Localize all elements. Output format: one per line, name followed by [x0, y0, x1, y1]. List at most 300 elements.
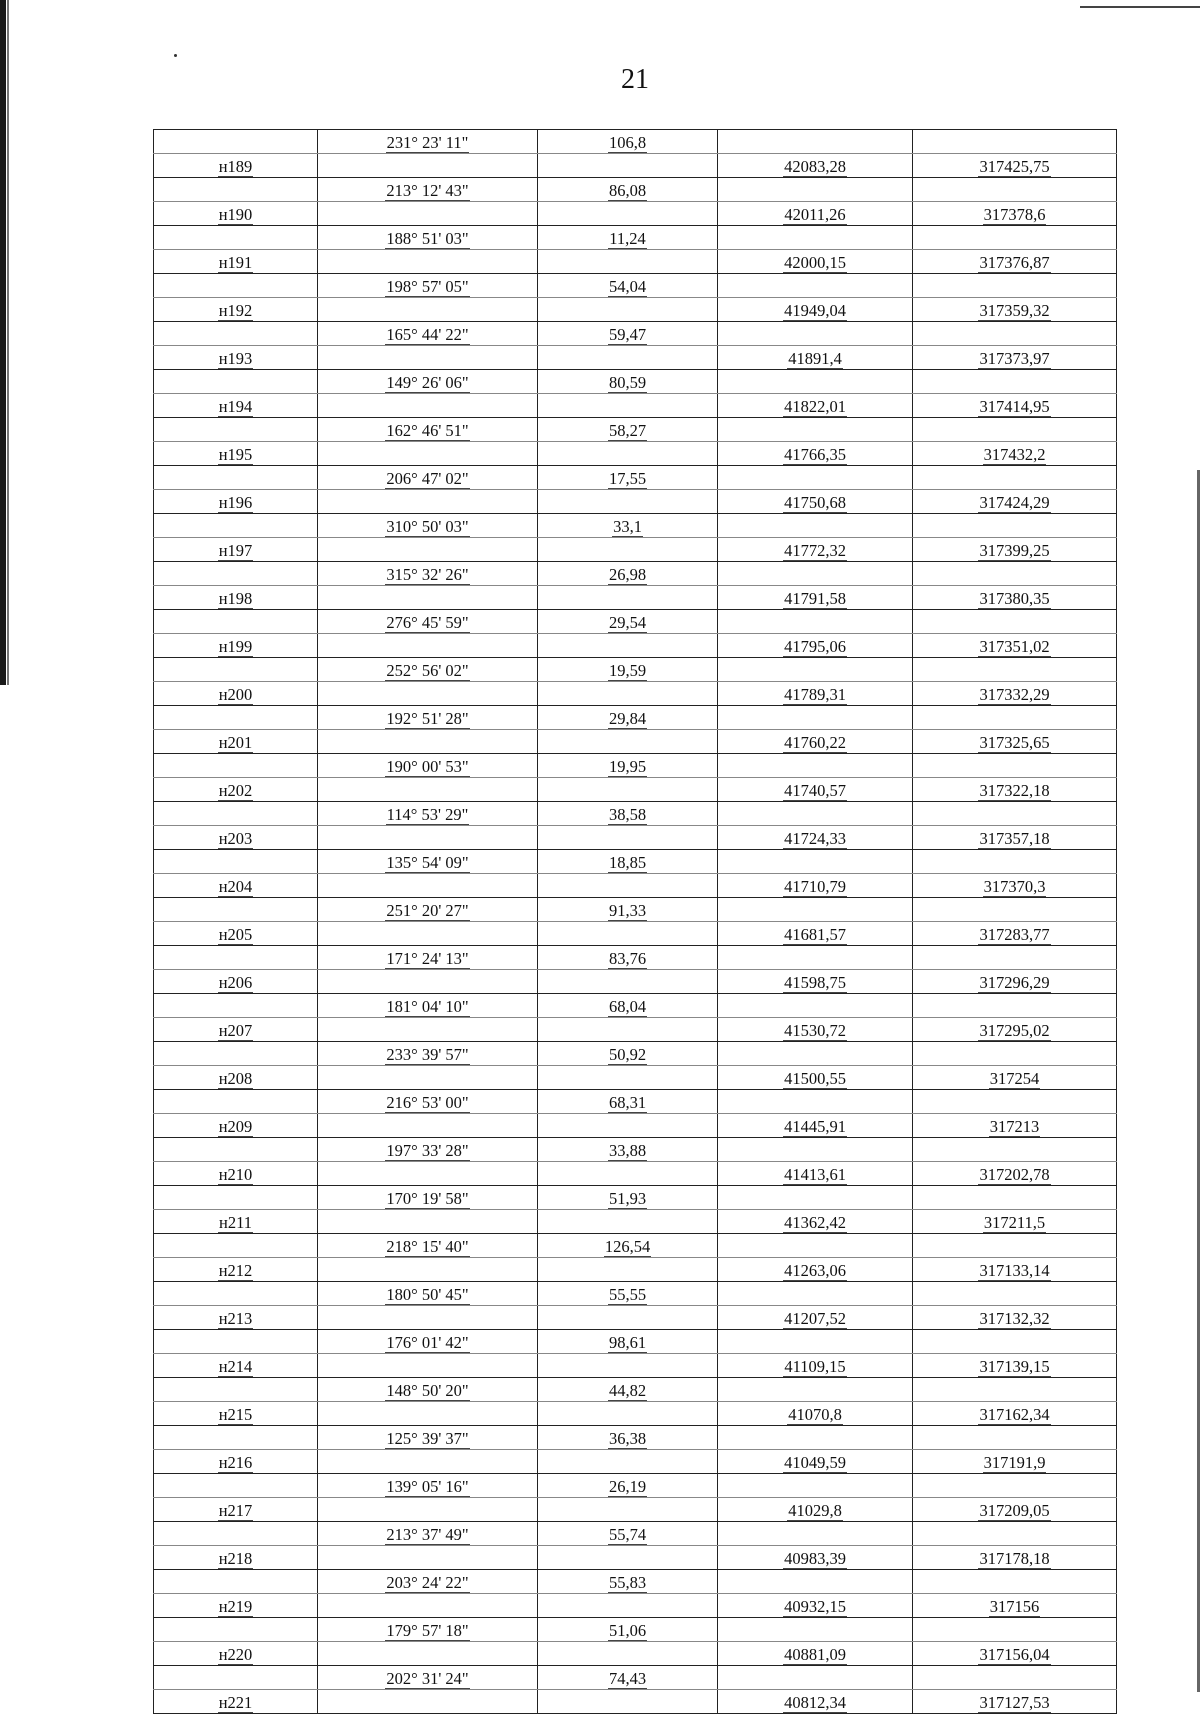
point-value: н195	[218, 445, 253, 464]
point-cell	[154, 946, 318, 970]
point-cell	[154, 130, 318, 154]
distance-cell	[538, 1162, 718, 1186]
distance-cell	[538, 154, 718, 178]
y-coordinate-value: 317399,25	[979, 541, 1050, 560]
distance-value: 33,88	[608, 1141, 647, 1160]
point-cell	[154, 250, 318, 274]
point-row	[154, 346, 1117, 370]
direction-angle-cell	[318, 778, 538, 802]
direction-angle-cell	[318, 1354, 538, 1378]
distance-value: 98,61	[608, 1333, 647, 1352]
y-coordinate-cell	[913, 1258, 1117, 1282]
point-cell	[154, 394, 318, 418]
y-coordinate-cell	[913, 1114, 1117, 1138]
point-value: н199	[218, 637, 253, 656]
x-coordinate-value: 41049,59	[784, 1453, 846, 1472]
direction-angle-cell	[318, 1186, 538, 1210]
x-coordinate-value: 40983,39	[784, 1549, 846, 1568]
distance-value: 19,59	[608, 661, 647, 680]
direction-angle-cell	[318, 1546, 538, 1570]
y-coordinate-value: 317424,29	[979, 493, 1050, 512]
y-coordinate-cell	[913, 682, 1117, 706]
point-cell	[154, 730, 318, 754]
y-coordinate-cell	[913, 874, 1117, 898]
direction-angle-value: 310° 50' 03"	[386, 517, 469, 536]
y-coordinate-value: 317295,02	[979, 1021, 1050, 1040]
point-cell	[154, 1114, 318, 1138]
distance-value: 38,58	[608, 805, 647, 824]
point-cell	[154, 178, 318, 202]
x-coordinate-value: 41766,35	[784, 445, 846, 464]
distance-cell	[538, 1594, 718, 1618]
direction-angle-cell	[318, 154, 538, 178]
distance-value: 55,55	[608, 1285, 647, 1304]
point-cell	[154, 1018, 318, 1042]
distance-cell	[538, 370, 718, 394]
point-cell	[154, 226, 318, 250]
y-coordinate-cell	[913, 202, 1117, 226]
x-coordinate-cell	[718, 1018, 913, 1042]
x-coordinate-cell	[718, 226, 913, 250]
point-value: н206	[218, 973, 253, 992]
x-coordinate-cell	[718, 1258, 913, 1282]
y-coordinate-value: 317211,5	[983, 1213, 1046, 1232]
point-value: н208	[218, 1069, 253, 1088]
y-coordinate-cell	[913, 562, 1117, 586]
x-coordinate-cell	[718, 658, 913, 682]
y-coordinate-cell	[913, 706, 1117, 730]
distance-cell	[538, 826, 718, 850]
x-coordinate-cell	[718, 778, 913, 802]
direction-angle-cell	[318, 1402, 538, 1426]
scan-edge-top	[1080, 6, 1200, 8]
x-coordinate-cell	[718, 442, 913, 466]
point-cell	[154, 1378, 318, 1402]
y-coordinate-cell	[913, 1138, 1117, 1162]
y-coordinate-cell	[913, 1546, 1117, 1570]
x-coordinate-value: 41362,42	[784, 1213, 846, 1232]
distance-cell	[538, 730, 718, 754]
point-row	[154, 1018, 1117, 1042]
point-value: н201	[218, 733, 253, 752]
point-value: н212	[218, 1261, 253, 1280]
x-coordinate-cell	[718, 1426, 913, 1450]
x-coordinate-cell	[718, 1330, 913, 1354]
distance-cell	[538, 658, 718, 682]
point-cell	[154, 1426, 318, 1450]
x-coordinate-cell	[718, 1474, 913, 1498]
direction-angle-cell	[318, 922, 538, 946]
direction-angle-value: 202° 31' 24"	[386, 1669, 469, 1688]
y-coordinate-cell	[913, 154, 1117, 178]
x-coordinate-cell	[718, 490, 913, 514]
y-coordinate-cell	[913, 1210, 1117, 1234]
direction-angle-cell	[318, 634, 538, 658]
direction-angle-cell	[318, 1330, 538, 1354]
distance-cell	[538, 1210, 718, 1234]
distance-value: 91,33	[608, 901, 647, 920]
y-coordinate-cell	[913, 370, 1117, 394]
distance-cell	[538, 1306, 718, 1330]
x-coordinate-cell	[718, 754, 913, 778]
distance-value: 54,04	[608, 277, 647, 296]
y-coordinate-value: 317425,75	[979, 157, 1050, 176]
x-coordinate-cell	[718, 1354, 913, 1378]
y-coordinate-cell	[913, 1450, 1117, 1474]
y-coordinate-cell	[913, 346, 1117, 370]
direction-angle-value: 180° 50' 45"	[386, 1285, 469, 1304]
x-coordinate-value: 41263,06	[784, 1261, 846, 1280]
segment-row	[154, 370, 1117, 394]
direction-angle-value: 218° 15' 40"	[386, 1237, 469, 1256]
x-coordinate-value: 41070,8	[788, 1405, 842, 1424]
x-coordinate-cell	[718, 1618, 913, 1642]
distance-cell	[538, 706, 718, 730]
x-coordinate-cell	[718, 706, 913, 730]
y-coordinate-cell	[913, 1618, 1117, 1642]
y-coordinate-value: 317322,18	[979, 781, 1050, 800]
point-cell	[154, 586, 318, 610]
y-coordinate-value: 317296,29	[979, 973, 1050, 992]
point-row	[154, 682, 1117, 706]
x-coordinate-cell	[718, 946, 913, 970]
y-coordinate-cell	[913, 754, 1117, 778]
x-coordinate-cell	[718, 346, 913, 370]
direction-angle-cell	[318, 1690, 538, 1714]
x-coordinate-cell	[718, 1570, 913, 1594]
direction-angle-value: 190° 00' 53"	[386, 757, 469, 776]
y-coordinate-cell	[913, 1378, 1117, 1402]
point-row	[154, 874, 1117, 898]
distance-value: 74,43	[608, 1669, 647, 1688]
segment-row	[154, 1666, 1117, 1690]
point-value: н203	[218, 829, 253, 848]
point-cell	[154, 538, 318, 562]
y-coordinate-cell	[913, 1474, 1117, 1498]
distance-value: 55,83	[608, 1573, 647, 1592]
distance-cell	[538, 130, 718, 154]
distance-value: 126,54	[604, 1237, 651, 1256]
distance-value: 18,85	[608, 853, 647, 872]
point-cell	[154, 1330, 318, 1354]
distance-cell	[538, 1546, 718, 1570]
y-coordinate-cell	[913, 514, 1117, 538]
direction-angle-value: 188° 51' 03"	[386, 229, 469, 248]
x-coordinate-value: 41891,4	[788, 349, 842, 368]
segment-row	[154, 1282, 1117, 1306]
point-row	[154, 1258, 1117, 1282]
distance-cell	[538, 850, 718, 874]
point-cell	[154, 1402, 318, 1426]
direction-angle-cell	[318, 1306, 538, 1330]
y-coordinate-value: 317370,3	[983, 877, 1046, 896]
x-coordinate-cell	[718, 874, 913, 898]
point-value: н194	[218, 397, 253, 416]
point-cell	[154, 1306, 318, 1330]
x-coordinate-cell	[718, 1282, 913, 1306]
direction-angle-cell	[318, 514, 538, 538]
y-coordinate-cell	[913, 274, 1117, 298]
direction-angle-cell	[318, 1282, 538, 1306]
distance-cell	[538, 1426, 718, 1450]
direction-angle-cell	[318, 466, 538, 490]
y-coordinate-cell	[913, 418, 1117, 442]
x-coordinate-value: 40881,09	[784, 1645, 846, 1664]
distance-cell	[538, 1282, 718, 1306]
direction-angle-cell	[318, 586, 538, 610]
direction-angle-cell	[318, 226, 538, 250]
y-coordinate-cell	[913, 658, 1117, 682]
distance-cell	[538, 442, 718, 466]
segment-row	[154, 1186, 1117, 1210]
direction-angle-cell	[318, 1450, 538, 1474]
direction-angle-cell	[318, 490, 538, 514]
x-coordinate-value: 40932,15	[784, 1597, 846, 1616]
direction-angle-value: 252° 56' 02"	[386, 661, 469, 680]
x-coordinate-cell	[718, 898, 913, 922]
point-cell	[154, 1546, 318, 1570]
point-row	[154, 250, 1117, 274]
segment-row	[154, 418, 1117, 442]
x-coordinate-value: 41207,52	[784, 1309, 846, 1328]
distance-cell	[538, 1690, 718, 1714]
direction-angle-cell	[318, 1426, 538, 1450]
point-row	[154, 1690, 1117, 1714]
point-cell	[154, 562, 318, 586]
direction-angle-cell	[318, 178, 538, 202]
direction-angle-value: 198° 57' 05"	[386, 277, 469, 296]
direction-angle-cell	[318, 1498, 538, 1522]
segment-row	[154, 1570, 1117, 1594]
y-coordinate-cell	[913, 178, 1117, 202]
y-coordinate-cell	[913, 1066, 1117, 1090]
point-row	[154, 730, 1117, 754]
x-coordinate-cell	[718, 274, 913, 298]
distance-cell	[538, 802, 718, 826]
distance-value: 36,38	[608, 1429, 647, 1448]
direction-angle-value: 197° 33' 28"	[386, 1141, 469, 1160]
point-row	[154, 1450, 1117, 1474]
direction-angle-cell	[318, 298, 538, 322]
point-cell	[154, 1258, 318, 1282]
segment-row	[154, 1090, 1117, 1114]
direction-angle-cell	[318, 1066, 538, 1090]
direction-angle-value: 276° 45' 59"	[386, 613, 469, 632]
point-row	[154, 490, 1117, 514]
distance-value: 26,19	[608, 1477, 647, 1496]
distance-value: 26,98	[608, 565, 647, 584]
direction-angle-cell	[318, 706, 538, 730]
x-coordinate-value: 41681,57	[784, 925, 846, 944]
x-coordinate-cell	[718, 1162, 913, 1186]
distance-cell	[538, 1570, 718, 1594]
direction-angle-value: 206° 47' 02"	[386, 469, 469, 488]
point-value: н211	[219, 1213, 252, 1232]
point-row	[154, 1114, 1117, 1138]
x-coordinate-value: 41795,06	[784, 637, 846, 656]
y-coordinate-value: 317191,9	[983, 1453, 1046, 1472]
point-cell	[154, 1234, 318, 1258]
y-coordinate-value: 317357,18	[979, 829, 1050, 848]
point-cell	[154, 634, 318, 658]
coordinates-table-body	[154, 130, 1117, 1714]
direction-angle-value: 139° 05' 16"	[386, 1477, 469, 1496]
direction-angle-value: 114° 53' 29"	[386, 805, 469, 824]
y-coordinate-cell	[913, 586, 1117, 610]
y-coordinate-cell	[913, 1018, 1117, 1042]
x-coordinate-cell	[718, 970, 913, 994]
x-coordinate-value: 42011,26	[784, 205, 846, 224]
point-cell	[154, 802, 318, 826]
point-cell	[154, 442, 318, 466]
distance-cell	[538, 754, 718, 778]
y-coordinate-value: 317162,34	[979, 1405, 1050, 1424]
x-coordinate-cell	[718, 850, 913, 874]
x-coordinate-cell	[718, 634, 913, 658]
x-coordinate-value: 41029,8	[788, 1501, 842, 1520]
point-row	[154, 1498, 1117, 1522]
segment-row	[154, 1138, 1117, 1162]
segment-row	[154, 754, 1117, 778]
point-row	[154, 154, 1117, 178]
direction-angle-cell	[318, 1522, 538, 1546]
y-coordinate-cell	[913, 826, 1117, 850]
x-coordinate-cell	[718, 1690, 913, 1714]
distance-value: 19,95	[608, 757, 647, 776]
segment-row	[154, 658, 1117, 682]
distance-cell	[538, 1186, 718, 1210]
y-coordinate-cell	[913, 802, 1117, 826]
direction-angle-cell	[318, 1234, 538, 1258]
distance-cell	[538, 298, 718, 322]
point-row	[154, 586, 1117, 610]
x-coordinate-cell	[718, 1234, 913, 1258]
direction-angle-value: 251° 20' 27"	[386, 901, 469, 920]
direction-angle-cell	[318, 346, 538, 370]
distance-value: 106,8	[608, 133, 647, 152]
x-coordinate-value: 42000,15	[784, 253, 846, 272]
distance-cell	[538, 226, 718, 250]
direction-angle-cell	[318, 1618, 538, 1642]
y-coordinate-cell	[913, 442, 1117, 466]
distance-cell	[538, 634, 718, 658]
segment-row	[154, 1474, 1117, 1498]
point-row	[154, 922, 1117, 946]
distance-cell	[538, 1114, 718, 1138]
point-value: н214	[218, 1357, 253, 1376]
distance-cell	[538, 1090, 718, 1114]
x-coordinate-value: 41822,01	[784, 397, 846, 416]
point-cell	[154, 1522, 318, 1546]
distance-cell	[538, 394, 718, 418]
x-coordinate-value: 40812,34	[784, 1693, 846, 1712]
direction-angle-cell	[318, 322, 538, 346]
distance-cell	[538, 1138, 718, 1162]
point-value: н215	[218, 1405, 253, 1424]
y-coordinate-value: 317156	[989, 1597, 1040, 1616]
page-number: 21	[621, 64, 649, 95]
x-coordinate-value: 41500,55	[784, 1069, 846, 1088]
distance-value: 50,92	[608, 1045, 647, 1064]
y-coordinate-cell	[913, 922, 1117, 946]
point-value: н216	[218, 1453, 253, 1472]
point-row	[154, 1354, 1117, 1378]
direction-angle-value: 165° 44' 22"	[386, 325, 469, 344]
point-cell	[154, 1042, 318, 1066]
direction-angle-value: 125° 39' 37"	[386, 1429, 469, 1448]
y-coordinate-cell	[913, 130, 1117, 154]
x-coordinate-cell	[718, 1066, 913, 1090]
point-cell	[154, 778, 318, 802]
point-cell	[154, 994, 318, 1018]
distance-cell	[538, 322, 718, 346]
distance-value: 83,76	[608, 949, 647, 968]
x-coordinate-cell	[718, 370, 913, 394]
point-value: н189	[218, 157, 253, 176]
distance-cell	[538, 1666, 718, 1690]
direction-angle-cell	[318, 850, 538, 874]
distance-cell	[538, 946, 718, 970]
x-coordinate-cell	[718, 154, 913, 178]
direction-angle-value: 149° 26' 06"	[386, 373, 469, 392]
direction-angle-cell	[318, 874, 538, 898]
direction-angle-cell	[318, 658, 538, 682]
point-row	[154, 1642, 1117, 1666]
x-coordinate-cell	[718, 1642, 913, 1666]
y-coordinate-cell	[913, 1186, 1117, 1210]
segment-row	[154, 994, 1117, 1018]
x-coordinate-value: 42083,28	[784, 157, 846, 176]
distance-cell	[538, 514, 718, 538]
x-coordinate-cell	[718, 802, 913, 826]
point-cell	[154, 154, 318, 178]
direction-angle-cell	[318, 730, 538, 754]
y-coordinate-value: 317332,29	[979, 685, 1050, 704]
x-coordinate-cell	[718, 826, 913, 850]
distance-cell	[538, 1042, 718, 1066]
distance-value: 59,47	[608, 325, 647, 344]
y-coordinate-value: 317139,15	[979, 1357, 1050, 1376]
direction-angle-cell	[318, 1378, 538, 1402]
y-coordinate-cell	[913, 1090, 1117, 1114]
direction-angle-cell	[318, 394, 538, 418]
point-cell	[154, 1354, 318, 1378]
direction-angle-value: 213° 12' 43"	[386, 181, 469, 200]
segment-row	[154, 706, 1117, 730]
y-coordinate-cell	[913, 1594, 1117, 1618]
direction-angle-value: 233° 39' 57"	[386, 1045, 469, 1064]
point-cell	[154, 1690, 318, 1714]
y-coordinate-cell	[913, 1642, 1117, 1666]
x-coordinate-cell	[718, 730, 913, 754]
point-cell	[154, 1210, 318, 1234]
point-row	[154, 634, 1117, 658]
distance-cell	[538, 466, 718, 490]
distance-cell	[538, 682, 718, 706]
distance-value: 68,04	[608, 997, 647, 1016]
x-coordinate-cell	[718, 418, 913, 442]
y-coordinate-cell	[913, 1354, 1117, 1378]
point-cell	[154, 1066, 318, 1090]
x-coordinate-cell	[718, 250, 913, 274]
point-cell	[154, 1138, 318, 1162]
direction-angle-cell	[318, 1162, 538, 1186]
y-coordinate-cell	[913, 1666, 1117, 1690]
scan-edge-left	[0, 0, 6, 685]
direction-angle-value: 181° 04' 10"	[386, 997, 469, 1016]
distance-value: 55,74	[608, 1525, 647, 1544]
distance-cell	[538, 994, 718, 1018]
